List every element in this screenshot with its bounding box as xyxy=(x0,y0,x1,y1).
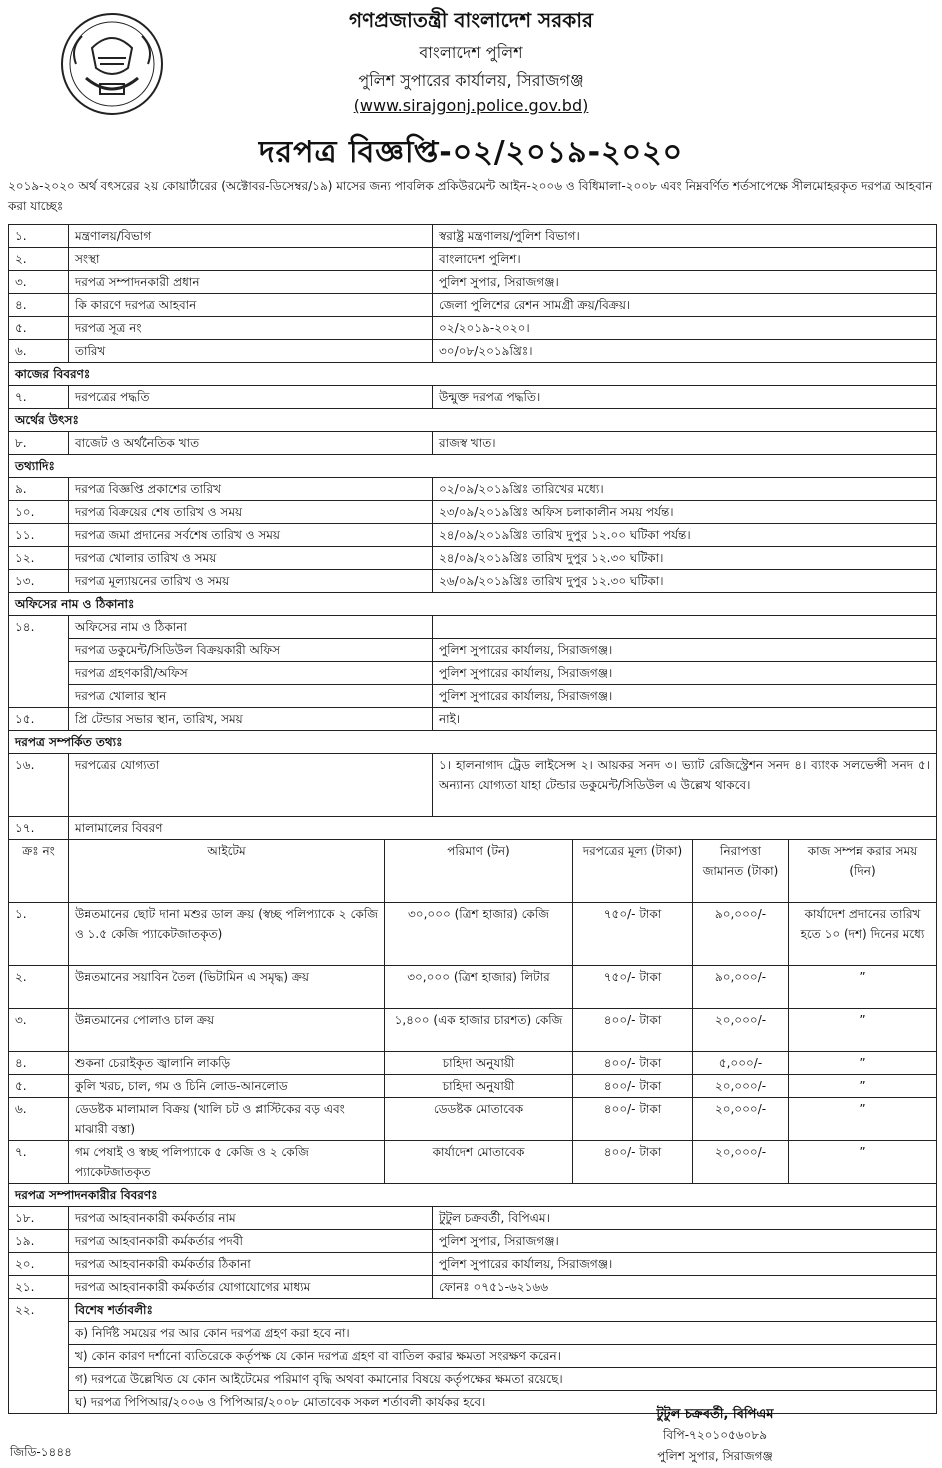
item-name: কুলি খরচ, চাল, গম ও চিনি লোড-আনলোড xyxy=(69,1075,385,1098)
item-qty: ৩০,০০০ (ত্রিশ হাজার) লিটার xyxy=(385,966,573,1009)
row-label: দরপত্র সূত্র নং xyxy=(69,317,433,340)
table-row xyxy=(9,317,937,340)
item-price: ৪০০/- টাকা xyxy=(573,1052,693,1075)
signatory-designation-block xyxy=(600,1446,830,1466)
item-price: ৪০০/- টাকা xyxy=(573,1141,693,1184)
col-header-sl: ক্রঃ নং xyxy=(9,840,69,903)
department-name: বাংলাদেশ পুলিশ xyxy=(419,43,523,62)
row-number: ১২. xyxy=(9,547,69,570)
row-value: পুলিশ সুপারের কার্যালয়, সিরাজগঞ্জ। xyxy=(433,1253,937,1276)
row-value: পুলিশ সুপার, সিরাজগঞ্জ। xyxy=(433,1230,937,1253)
row-label: দরপত্র গ্রহণকারী/অফিস xyxy=(69,662,433,685)
row-label: প্রি টেন্ডার সভার স্থান, তারিখ, সময় xyxy=(69,708,433,731)
section-heading-tender: দরপত্র সম্পর্কিত তথ্যঃ xyxy=(9,731,937,754)
row-value: রাজস্ব খাত। xyxy=(433,432,937,455)
table-row xyxy=(9,432,937,455)
item-row xyxy=(9,1098,937,1141)
table-row xyxy=(9,547,937,570)
row-label: দরপত্র আহবানকারী কর্মকর্তার ঠিকানা xyxy=(69,1253,433,1276)
website-link[interactable]: (www.sirajgonj.police.gov.bd) xyxy=(353,96,589,115)
notice-title: দরপত্র বিজ্ঞপ্তি-০২/২০১৯-২০২০ xyxy=(258,135,684,170)
row-label: সংস্থা xyxy=(69,248,433,271)
table-row xyxy=(9,1299,937,1322)
col-header-price: দরপত্রের মূল্য (টাকা) xyxy=(573,840,693,903)
row-value: পুলিশ সুপারের কার্যালয়, সিরাজগঞ্জ। xyxy=(433,662,937,685)
office-name: পুলিশ সুপারের কার্যালয়, সিরাজগঞ্জ xyxy=(358,71,584,90)
table-row xyxy=(9,1322,937,1345)
item-name: উন্নতমানের পোলাও চাল ক্রয় xyxy=(69,1009,385,1052)
item-row xyxy=(9,903,937,966)
row-label: দরপত্রের পদ্ধতি xyxy=(69,386,433,409)
section-heading-officer: দরপত্র সম্পাদনকারীর বিবরণঃ xyxy=(9,1184,937,1207)
item-security: ২০,০০০/- xyxy=(693,1009,789,1052)
row-value: জেলা পুলিশের রেশন সামগ্রী ক্রয়/বিক্রয়। xyxy=(433,294,937,317)
signatory-name: টুটুল চক্রবর্তী, বিপিএম xyxy=(656,1407,774,1422)
item-qty: কার্যাদেশ মোতাবেক xyxy=(385,1141,573,1184)
row-label: দরপত্র মূল্যায়নের তারিখ ও সময় xyxy=(69,570,433,593)
special-condition: ক) নির্দিষ্ট সময়ের পর আর কোন দরপত্র গ্রহণ করা হবে না। xyxy=(69,1322,937,1345)
row-label: দরপত্র বিক্রয়ের শেষ তারিখ ও সময় xyxy=(69,501,433,524)
row-value: পুলিশ সুপার, সিরাজগঞ্জ। xyxy=(433,271,937,294)
table-row xyxy=(9,754,937,817)
item-security: ৫,০০০/- xyxy=(693,1052,789,1075)
table-row xyxy=(9,1230,937,1253)
row-number: ১৫. xyxy=(9,708,69,731)
item-days: ” xyxy=(789,1075,937,1098)
table-row xyxy=(9,662,937,685)
row-number: ১০. xyxy=(9,501,69,524)
col-header-days: কাজ সম্পন্ন করার সময় (দিন) xyxy=(789,840,937,903)
tender-details-table xyxy=(8,224,937,1414)
row-label: মালামালের বিবরণ xyxy=(69,817,937,840)
special-condition: গ) দরপত্রে উল্লেখিত যে কোন আইটেমের পরিমাণ বৃদ্ধি অথবা কমানোর বিষয়ে কর্তৃপক্ষের ক্ষমতা রয়েছে। xyxy=(69,1368,937,1391)
row-value: ০২/২০১৯-২০২০। xyxy=(433,317,937,340)
item-days: কার্যাদেশ প্রদানের তারিখ হতে ১০ (দশ) দিনের মধ্যে xyxy=(789,903,937,966)
row-value: পুলিশ সুপারের কার্যালয়, সিরাজগঞ্জ। xyxy=(433,639,937,662)
row-value: ৩০/০৮/২০১৯খ্রিঃ। xyxy=(433,340,937,363)
table-row xyxy=(9,501,937,524)
items-header-row xyxy=(9,840,937,903)
row-value: পুলিশ সুপারের কার্যালয়, সিরাজগঞ্জ। xyxy=(433,685,937,708)
table-row xyxy=(9,294,937,317)
item-days: ” xyxy=(789,966,937,1009)
row-label: দরপত্র জমা প্রদানের সর্বশেষ তারিখ ও সময় xyxy=(69,524,433,547)
special-condition: খ) কোন কারণ দর্শানো ব্যতিরেকে কর্তৃপক্ষ যে কোন দরপত্র গ্রহণ বা বাতিল করার ক্ষমতা সংরক্ষণ করেন। xyxy=(69,1345,937,1368)
row-label: তারিখ xyxy=(69,340,433,363)
item-price: ৭৫০/- টাকা xyxy=(573,966,693,1009)
item-row xyxy=(9,1075,937,1098)
item-security: ৯০,০০০/- xyxy=(693,903,789,966)
row-label: মন্ত্রণালয়/বিভাগ xyxy=(69,225,433,248)
row-number: ২১. xyxy=(9,1276,69,1299)
col-header-item: আইটেম xyxy=(69,840,385,903)
row-number: ১১. xyxy=(9,524,69,547)
item-qty: ডেডষ্টক মোতাবেক xyxy=(385,1098,573,1141)
row-value: ০২/০৯/২০১৯খ্রিঃ তারিখের মধ্যে। xyxy=(433,478,937,501)
row-number: ২. xyxy=(9,248,69,271)
row-value: নাই। xyxy=(433,708,937,731)
item-days: ” xyxy=(789,1052,937,1075)
item-name: ডেডষ্টক মালামাল বিক্রয় (খালি চট ও প্লাস্টিকের বড় এবং মাঝারী বস্তা) xyxy=(69,1098,385,1141)
item-sl: ৭. xyxy=(9,1141,69,1184)
row-value: বাংলাদেশ পুলিশ। xyxy=(433,248,937,271)
row-value: ২৪/০৯/২০১৯খ্রিঃ তারিখ দুপুর ১২.০০ ঘটিকা পর্যন্ত। xyxy=(433,524,937,547)
row-value: স্বরাষ্ট্র মন্ত্রণালয়/পুলিশ বিভাগ। xyxy=(433,225,937,248)
row-value: উন্মুক্ত দরপত্র পদ্ধতি। xyxy=(433,386,937,409)
col-header-security: নিরাপত্তা জামানত (টাকা) xyxy=(693,840,789,903)
row-value: ২৪/০৯/২০১৯খ্রিঃ তারিখ দুপুর ১২.৩০ ঘটিকা। xyxy=(433,547,937,570)
row-value: ২৩/০৯/২০১৯খ্রিঃ অফিস চলাকালীন সময় পর্যন্ত। xyxy=(433,501,937,524)
row-value: ২৬/০৯/২০১৯খ্রিঃ তারিখ দুপুর ১২.৩০ ঘটিকা। xyxy=(433,570,937,593)
row-label: দরপত্র খোলার স্থান xyxy=(69,685,433,708)
table-row xyxy=(9,817,937,840)
table-row xyxy=(9,524,937,547)
item-row xyxy=(9,1009,937,1052)
special-condition: ঘ) দরপত্র পিপিআর/২০০৬ ও পিপিআর/২০০৮ মোতাবেক সকল শর্তাবলী কার্যকর হবে। xyxy=(69,1391,937,1414)
table-row xyxy=(9,386,937,409)
item-qty: ১,৪০০ (এক হাজার চারশত) কেজি xyxy=(385,1009,573,1052)
table-row xyxy=(9,685,937,708)
table-row xyxy=(9,340,937,363)
item-qty: ৩০,০০০ (ত্রিশ হাজার) কেজি xyxy=(385,903,573,966)
row-number: ১৯. xyxy=(9,1230,69,1253)
row-label: দরপত্র সম্পাদনকারী প্রধান xyxy=(69,271,433,294)
item-row xyxy=(9,1141,937,1184)
row-label: কি কারণে দরপত্র আহবান xyxy=(69,294,433,317)
section-heading-fund: অর্থের উৎসঃ xyxy=(9,409,937,432)
row-number: ২২. xyxy=(9,1299,69,1414)
row-label: দরপত্র খোলার তারিখ ও সময় xyxy=(69,547,433,570)
signatory-bp-number: বিপি-৭২০১০৫৬০৮৯ xyxy=(663,1428,767,1442)
item-name: উন্নতমানের ছোট দানা মশুর ডাল ক্রয় (স্বচ্ছ পলিপ্যাকে ২ কেজি ও ১.৫ কেজি প্যাকেটজাতকৃত) xyxy=(69,903,385,966)
item-sl: ৪. xyxy=(9,1052,69,1075)
row-number: ২০. xyxy=(9,1253,69,1276)
row-number: ১৪. xyxy=(9,616,69,708)
item-security: ২০,০০০/- xyxy=(693,1098,789,1141)
row-value xyxy=(433,616,937,639)
row-label: বাজেট ও অর্থনৈতিক খাত xyxy=(69,432,433,455)
row-number: ৮. xyxy=(9,432,69,455)
row-number: ১৭. xyxy=(9,817,69,840)
section-heading-office: অফিসের নাম ও ঠিকানাঃ xyxy=(9,593,937,616)
item-security: ২০,০০০/- xyxy=(693,1141,789,1184)
gd-number: জিডি-১৪৪৪ xyxy=(10,1445,72,1459)
table-row xyxy=(9,1276,937,1299)
item-days: ” xyxy=(789,1009,937,1052)
table-row xyxy=(9,225,937,248)
item-price: ৭৫০/- টাকা xyxy=(573,903,693,966)
row-number: ৩. xyxy=(9,271,69,294)
row-number: ৫. xyxy=(9,317,69,340)
row-label: অফিসের নাম ও ঠিকানা xyxy=(69,616,433,639)
item-row xyxy=(9,1052,937,1075)
row-value: ফোনঃ ০৭৫১-৬২১৬৬ xyxy=(433,1276,937,1299)
table-row xyxy=(9,570,937,593)
item-security: ২০,০০০/- xyxy=(693,1075,789,1098)
signatory-designation: পুলিশ সুপার, সিরাজগঞ্জ xyxy=(657,1449,773,1463)
row-label: দরপত্রের যোগ্যতা xyxy=(69,754,433,817)
row-number: ৭. xyxy=(9,386,69,409)
row-number: ৪. xyxy=(9,294,69,317)
row-label: দরপত্র আহবানকারী কর্মকর্তার নাম xyxy=(69,1207,433,1230)
row-label: দরপত্র আহবানকারী কর্মকর্তার যোগাযোগের মাধ্যম xyxy=(69,1276,433,1299)
intro-paragraph: ২০১৯-২০২০ অর্থ বৎসরের ২য় কোয়ার্টারের (অক্টোবর-ডিসেম্বর/১৯) মাসের জন্য পাবলিক প্রকিউরমেন্ট আইন-২০০৬ ও বিধিমালা-২০০৮ এবং নিম্নবর্ণিত শর্তসাপেক্ষে সীলমোহরকৃত দরপত্র আহবান করা যাচ্ছেঃ xyxy=(8,179,933,213)
table-row xyxy=(9,616,937,639)
section-heading-info: তথ্যাদিঃ xyxy=(9,455,937,478)
item-name: শুকনা চেরাইকৃত জ্বালানি লাকড়ি xyxy=(69,1052,385,1075)
item-price: ৪০০/- টাকা xyxy=(573,1098,693,1141)
item-price: ৪০০/- টাকা xyxy=(573,1009,693,1052)
item-qty: চাহিদা অনুযায়ী xyxy=(385,1075,573,1098)
row-number: ১৬. xyxy=(9,754,69,817)
section-heading-work: কাজের বিবরণঃ xyxy=(9,363,937,386)
item-row xyxy=(9,966,937,1009)
item-price: ৪০০/- টাকা xyxy=(573,1075,693,1098)
item-sl: ৫. xyxy=(9,1075,69,1098)
row-number: ৯. xyxy=(9,478,69,501)
table-row xyxy=(9,1368,937,1391)
notice-header xyxy=(0,0,942,170)
row-number: ৬. xyxy=(9,340,69,363)
item-sl: ৩. xyxy=(9,1009,69,1052)
item-sl: ৬. xyxy=(9,1098,69,1141)
table-row xyxy=(9,1253,937,1276)
table-row xyxy=(9,1207,937,1230)
table-row xyxy=(9,1345,937,1368)
row-number: ১. xyxy=(9,225,69,248)
row-label: দরপত্র বিজ্ঞপ্তি প্রকাশের তারিখ xyxy=(69,478,433,501)
item-qty: চাহিদা অনুযায়ী xyxy=(385,1052,573,1075)
table-row xyxy=(9,248,937,271)
table-row xyxy=(9,708,937,731)
item-name: উন্নতমানের সয়াবিন তৈল (ভিটামিন এ সমৃদ্ধ) ক্রয় xyxy=(69,966,385,1009)
table-row xyxy=(9,478,937,501)
eligibility-text: ১। হালনাগাদ ট্রেড লাইসেন্স ২। আয়কর সনদ ৩। ভ্যাট রেজিস্ট্রেশন সনদ ৪। ব্যাংক সলভেন্সী সনদ ৫। অন্যান্য যোগ্যতা যাহা টেন্ডার ডকুমেন্ট/সিডিউল এ উল্লেখ থাকবে। xyxy=(433,754,937,817)
table-row xyxy=(9,271,937,294)
col-header-qty: পরিমাণ (টন) xyxy=(385,840,573,903)
row-label: দরপত্র আহবানকারী কর্মকর্তার পদবী xyxy=(69,1230,433,1253)
government-name: গণপ্রজাতন্ত্রী বাংলাদেশ সরকার xyxy=(349,8,593,32)
item-days: ” xyxy=(789,1098,937,1141)
item-security: ৯০,০০০/- xyxy=(693,966,789,1009)
row-label: দরপত্র ডকুমেন্ট/সিডিউল বিক্রয়কারী অফিস xyxy=(69,639,433,662)
item-days: ” xyxy=(789,1141,937,1184)
item-sl: ২. xyxy=(9,966,69,1009)
item-name: গম পেষাই ও স্বচ্ছ পলিপ্যাকে ৫ কেজি ও ২ কেজি প্যাকেটজাতকৃত xyxy=(69,1141,385,1184)
special-conditions-title: বিশেষ শর্তাবলীঃ xyxy=(69,1299,937,1322)
row-number: ১৩. xyxy=(9,570,69,593)
row-value: টুটুল চক্রবর্তী, বিপিএম। xyxy=(433,1207,937,1230)
table-row xyxy=(9,639,937,662)
item-sl: ১. xyxy=(9,903,69,966)
row-number: ১৮. xyxy=(9,1207,69,1230)
signature-block xyxy=(600,1405,830,1445)
